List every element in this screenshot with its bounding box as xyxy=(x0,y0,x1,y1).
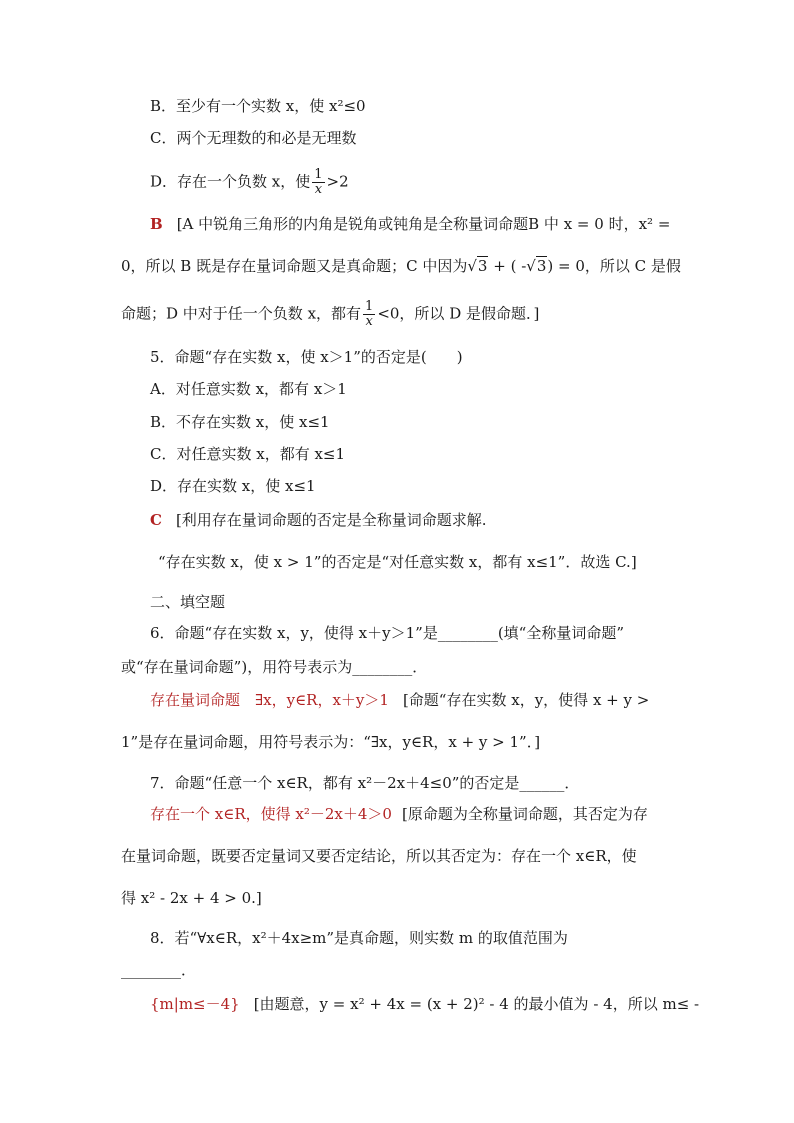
q8-stem-line-1: 8．若“∀x∈R，x²＋4x≥m”是真命题，则实数 m 的取值范围为 xyxy=(150,929,568,947)
q8-explanation-line-1 xyxy=(150,994,699,1014)
q6-explanation-text: [命题“存在实数 x，y，使得 x + y > xyxy=(402,691,650,709)
q4-explanation-text: ) = 0，所以 C 是假 xyxy=(547,257,681,275)
q8-answer: {m|m≤－4} xyxy=(150,995,240,1013)
q5-explanation-line-1 xyxy=(150,510,487,530)
q7-explanation-line-2: 在量词命题，既要否定量词又要否定结论，所以其否定为：存在一个 x∈R，使 xyxy=(121,847,637,865)
q8-stem-line-2: ________． xyxy=(121,961,197,979)
q6-stem-line-2: 或“存在量词命题”)，用符号表示为________． xyxy=(121,658,428,676)
q4-explanation-line-1 xyxy=(150,214,670,234)
section-title: 二、填空题 xyxy=(150,593,226,611)
q7-explanation-text: [原命题为全称量词命题，其否定为存 xyxy=(401,805,648,823)
fraction xyxy=(312,168,324,197)
q4-explanation-text: 命题；D 中对于任一个负数 x，都有 xyxy=(121,304,362,323)
q6-stem-line-1: 6．命题“存在实数 x，y，使得 x＋y＞1”是________(填“全称量词命题” xyxy=(150,624,625,642)
q4-explanation-text: [A 中锐角三角形的内角是锐角或钝角是全称量词命题B 中 x = 0 时，x² = xyxy=(176,215,671,233)
fraction-denominator: x xyxy=(314,182,323,197)
sqrt-icon: √ xyxy=(467,257,477,275)
sqrt-radicand: 3 xyxy=(536,257,547,275)
q7-explanation-line-3: 得 x² - 2x + 4 > 0.] xyxy=(121,889,262,907)
q4-option-c: C．两个无理数的和必是无理数 xyxy=(150,129,357,147)
q4-option-d-tail: >2 xyxy=(326,172,349,191)
q4-explanation-text: 0，所以 B 既是存在量词命题又是真命题；C 中因为 xyxy=(121,257,468,275)
q5-stem: 5．命题“存在实数 x，使 x＞1”的否定是( ) xyxy=(150,348,463,366)
q5-option-c: C．对任意实数 x，都有 x≤1 xyxy=(150,445,346,463)
fraction-denominator: x xyxy=(365,314,373,329)
sqrt-radicand: 3 xyxy=(477,257,488,275)
q4-option-b: B．至少有一个实数 x，使 x²≤0 xyxy=(150,97,366,115)
q4-explanation-text: <0，所以 D 是假命题．] xyxy=(377,304,540,323)
q7-stem: 7．命题“任意一个 x∈R，都有 x²－2x＋4≤0”的否定是______． xyxy=(150,774,580,792)
q5-option-b: B．不存在实数 x，使 x≤1 xyxy=(150,413,330,431)
q4-explanation-text: + ( - xyxy=(488,257,527,275)
q4-option-d xyxy=(150,168,349,197)
fraction-numerator: 1 xyxy=(314,167,323,182)
q5-explanation-text: [利用存在量词命题的否定是全称量词命题求解. xyxy=(175,511,487,529)
q4-explanation-line-3 xyxy=(121,300,539,329)
q4-option-d-text: D．存在一个负数 x，使 xyxy=(150,172,311,191)
q7-explanation-line-1 xyxy=(150,804,648,824)
q5-explanation-line-2: “存在实数 x，使 x > 1”的否定是“对任意实数 x，都有 x≤1”．故选 C.] xyxy=(158,553,637,571)
q5-option-a: A．对任意实数 x，都有 x＞1 xyxy=(150,380,347,398)
fraction-numerator: 1 xyxy=(365,299,374,314)
q6-explanation-line-1 xyxy=(150,690,649,710)
q6-answer: 存在量词命题 ∃x，y∈R，x＋y＞1 xyxy=(150,691,389,709)
sqrt-icon: √ xyxy=(526,257,536,275)
q5-answer: C xyxy=(150,511,162,529)
q6-explanation-line-2: 1”是存在量词命题，用符号表示为：“∃x，y∈R，x + y > 1”．] xyxy=(121,733,541,751)
q8-explanation-text: [由题意，y = x² + 4x = (x + 2)² - 4 的最小值为 - 4，所以 m≤ - xyxy=(253,995,700,1013)
q4-answer: B xyxy=(150,215,163,233)
q4-explanation-line-2 xyxy=(121,256,681,276)
fraction xyxy=(363,300,375,329)
q7-answer: 存在一个 x∈R，使得 x²－2x＋4＞0 xyxy=(150,805,392,823)
q5-option-d: D．存在实数 x，使 x≤1 xyxy=(150,477,316,495)
